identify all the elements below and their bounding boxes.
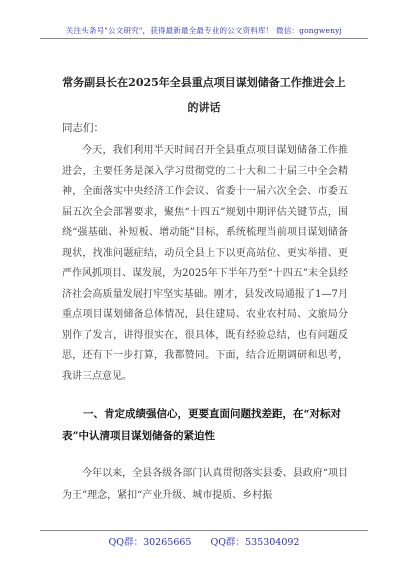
paragraph-1: 今天，我们利用半天时间召开全县重点项目谋划储备工作推进会，主要任务是深入学习贯彻党的二十大和二十届三中全会精神，全面落实中央经济工作会议、省委十一届六次全会、市委五届五次全会部署要求，聚焦“十四五”规划中期评估关键节点，围绕“强基础、补短板、增动能”目标，系统梳理当前项目谋划储备现状，找准问题症结，动员全县上下以更高站位、更实举措、更严作风抓项目、谋发展，为2025年下半年乃至“十四五”末全县经济社会高质量发展打牢坚实基础。刚才，县发改局通报了1—7月重点项目谋划储备总体情况，县住建局、农业农村局、文旅局分别作了发言，讲得很实在，很具体，既有经验总结，也有问题反思，还有下一步打算，我都赞同。下面，结合近期调研和思考，我讲三点意见。 — [62, 145, 348, 382]
footer-qq-group-1: QQ群：30265665 — [108, 537, 192, 548]
document-title — [40, 70, 368, 120]
footer-divider — [40, 530, 368, 531]
section-heading-1: 一、肯定成绩强信心，更要直面问题找差距，在“对标对表”中认清项目谋划储备的紧迫性 — [62, 408, 342, 442]
greeting: 同志们： — [62, 122, 104, 134]
footer-qq-group-2: QQ群：535304092 — [210, 537, 300, 548]
header-note: 关注头条号"公文研究"，获得最新最全最专业的公文资料库！ 微信：gongwenyj — [65, 26, 343, 35]
title-line-2: 的讲话 — [187, 101, 221, 114]
paragraph-2: 今年以来，全县各级各部门认真贯彻落实县委、县政府“项目为王”理念，紧扣“产业升级、城市提质、乡村振 — [62, 468, 348, 501]
footer — [0, 534, 408, 548]
header-divider — [40, 38, 368, 39]
title-line-1: 常务副县长在2025年全县重点项目谋划储备工作推进会上 — [62, 76, 346, 89]
